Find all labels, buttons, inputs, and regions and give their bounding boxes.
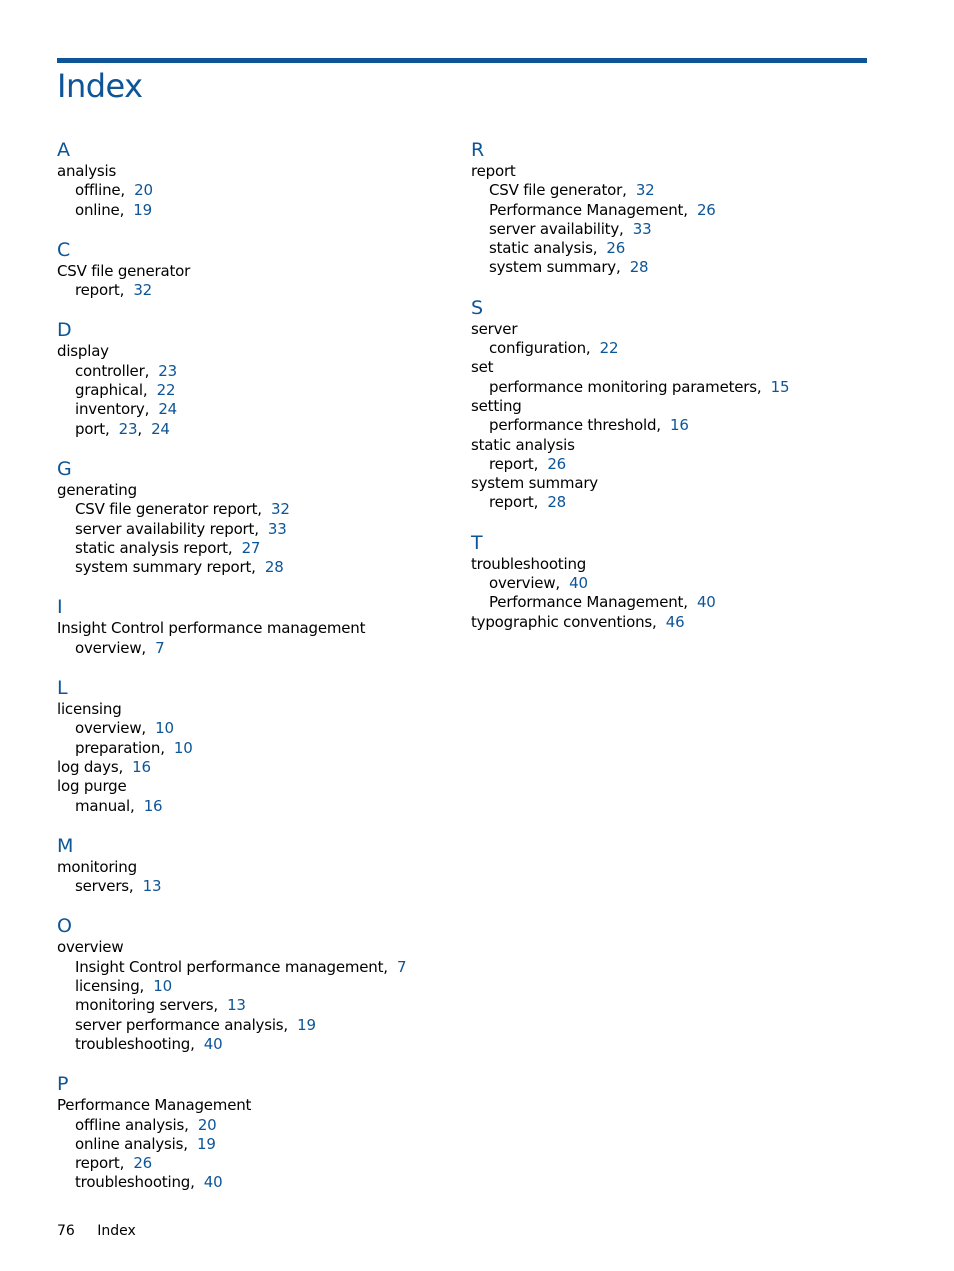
index-entry: typographic conventions, 46 (471, 612, 685, 631)
page-reference-link[interactable]: 28 (264, 558, 284, 577)
index-letter-heading: D (57, 319, 72, 342)
index-group-p (57, 1072, 447, 1192)
index-term: online (75, 200, 120, 219)
index-letter-heading: C (57, 238, 71, 261)
index-term: manual (75, 796, 130, 815)
page-reference-link[interactable]: 40 (203, 1034, 223, 1053)
index-group-d (57, 318, 447, 438)
index-entry: log days, 16 (57, 757, 151, 776)
index-entry (471, 555, 901, 574)
index-column-right (471, 138, 901, 632)
index-subentry: static analysis report, 27 (75, 538, 261, 557)
index-letter-heading: M (57, 834, 74, 857)
index-term: monitoring servers (75, 996, 214, 1015)
index-subentry: port, 23, 24 (75, 419, 170, 438)
page-reference-link[interactable]: 40 (696, 593, 716, 612)
index-term: typographic conventions (471, 612, 653, 631)
index-entry (57, 938, 447, 957)
index-group-l (57, 676, 447, 816)
index-subentry: online analysis, 19 (75, 1134, 216, 1153)
index-term: system summary (471, 474, 598, 493)
header-rule (57, 58, 867, 63)
page-reference-link[interactable]: 13 (142, 877, 162, 896)
index-subentry: online, 19 (75, 200, 152, 219)
index-term: troubleshooting (75, 1173, 191, 1192)
index-term: troubleshooting (471, 554, 587, 573)
index-subentry: troubleshooting, 40 (75, 1034, 223, 1053)
index-subentry: system summary, 28 (489, 258, 649, 277)
index-entry (57, 262, 447, 281)
index-entry (471, 397, 901, 416)
index-group-g (57, 457, 447, 577)
index-term: display (57, 342, 109, 361)
page-reference-link[interactable]: 19 (133, 200, 152, 219)
index-letter-heading: I (57, 596, 63, 619)
page-reference-link[interactable]: 33 (632, 219, 652, 238)
index-term: log days (57, 757, 119, 776)
page-reference-link[interactable]: 32 (635, 181, 655, 200)
index-group-r (471, 138, 901, 278)
index-group-i (57, 595, 447, 658)
index-term: Insight Control performance management (75, 957, 384, 976)
index-entry (57, 162, 447, 181)
page-reference-link[interactable]: 16 (143, 796, 163, 815)
index-subentry: report, 32 (75, 281, 153, 300)
index-term: overview (75, 719, 142, 738)
index-term: system summary report (75, 558, 252, 577)
index-term: offline (75, 181, 121, 200)
index-term: server performance analysis (75, 1015, 284, 1034)
page-title: Index (57, 67, 143, 105)
index-entry (57, 342, 447, 361)
index-subentry: offline, 20 (75, 181, 153, 200)
page-reference-link[interactable]: 15 (770, 377, 790, 396)
page-reference-link[interactable]: 20 (197, 1115, 217, 1134)
index-letter-heading: S (471, 296, 484, 319)
page-reference-link[interactable]: 26 (606, 239, 626, 258)
index-group-t (471, 531, 901, 632)
page-reference-link[interactable]: 28 (629, 258, 649, 277)
index-term: configuration (489, 339, 586, 358)
index-subentry: licensing, 10 (75, 977, 172, 996)
index-term: CSV file generator (57, 261, 191, 280)
page-reference-link[interactable]: 13 (227, 996, 246, 1015)
index-group-o (57, 914, 447, 1054)
index-term: report (489, 454, 534, 473)
index-entry (471, 436, 901, 455)
index-term: servers (75, 877, 129, 896)
index-subentry: overview, 7 (75, 638, 165, 657)
index-term: report (75, 281, 120, 300)
index-term: static analysis report (75, 538, 228, 557)
page-reference-link[interactable]: 19 (196, 1134, 216, 1153)
page-reference-link[interactable]: 32 (271, 500, 290, 519)
index-subentry: controller, 23 (75, 361, 177, 380)
index-letter-heading: G (57, 457, 72, 480)
index-subentry: server availability report, 33 (75, 519, 287, 538)
index-subentry: performance monitoring parameters, 15 (489, 377, 790, 396)
index-subentry: overview, 10 (75, 719, 174, 738)
page-reference-link[interactable]: 23 (118, 419, 138, 438)
index-term: inventory (75, 400, 145, 419)
index-subentry: Performance Management, 40 (489, 593, 716, 612)
index-term: server (471, 319, 518, 338)
page-reference-link[interactable]: 27 (241, 538, 261, 557)
index-entry (57, 481, 447, 500)
index-subentry: report, 26 (75, 1154, 153, 1173)
index-term: report (489, 493, 534, 512)
index-entry (471, 162, 901, 181)
index-term: performance monitoring parameters (489, 377, 757, 396)
footer-section: Index (97, 1223, 136, 1239)
index-term: report (75, 1154, 120, 1173)
page-reference-link[interactable]: 20 (134, 181, 153, 200)
index-term: licensing (75, 977, 140, 996)
index-subentry: system summary report, 28 (75, 558, 284, 577)
index-letter-heading: O (57, 915, 72, 938)
page-reference-link[interactable]: 26 (696, 200, 716, 219)
index-entry (57, 858, 447, 877)
index-term: performance threshold (489, 416, 657, 435)
index-term: Performance Management (489, 593, 684, 612)
index-subentry: report, 26 (489, 454, 567, 473)
index-term: CSV file generator report (75, 500, 258, 519)
page-reference-link[interactable]: 40 (569, 574, 588, 593)
page-reference-link[interactable]: 10 (153, 977, 172, 996)
page-reference-link[interactable]: 7 (397, 957, 407, 976)
index-subentry: servers, 13 (75, 877, 162, 896)
index-term: preparation (75, 738, 161, 757)
index-letter-heading: A (57, 139, 70, 161)
index-entry (57, 777, 447, 796)
index-subentry: troubleshooting, 40 (75, 1173, 223, 1192)
index-subentry: monitoring servers, 13 (75, 996, 246, 1015)
page-reference-link[interactable]: 33 (267, 519, 287, 538)
index-subentry: offline analysis, 20 (75, 1115, 217, 1134)
index-entry (471, 320, 901, 339)
page-reference-link[interactable]: 22 (599, 339, 619, 358)
index-term: online analysis (75, 1134, 184, 1153)
index-subentry: configuration, 22 (489, 339, 619, 358)
index-term: port (75, 419, 105, 438)
index-entry (471, 474, 901, 493)
index-term: offline analysis (75, 1115, 185, 1134)
page-reference-link[interactable]: 24 (158, 400, 177, 419)
page-reference-link[interactable]: 22 (156, 381, 176, 400)
index-entry (471, 358, 901, 377)
index-term: licensing (57, 700, 122, 719)
page-reference-link[interactable]: 16 (132, 757, 151, 776)
index-subentry: CSV file generator report, 32 (75, 500, 290, 519)
index-term: troubleshooting (75, 1034, 191, 1053)
page-reference-link[interactable]: 7 (155, 638, 165, 657)
index-subentry: Performance Management, 26 (489, 200, 716, 219)
index-term: log purge (57, 777, 127, 796)
index-subentry: Insight Control performance management, 7 (75, 957, 407, 976)
index-term: report (471, 162, 516, 180)
index-term: static analysis (489, 239, 593, 258)
index-subentry: server availability, 33 (489, 219, 652, 238)
index-term: set (471, 358, 494, 377)
index-term: generating (57, 480, 137, 499)
index-term: Performance Management (57, 1096, 252, 1115)
index-group-a (57, 138, 447, 220)
index-term: overview (75, 638, 142, 657)
index-term: overview (489, 574, 556, 593)
index-term: monitoring (57, 857, 137, 876)
index-subentry: static analysis, 26 (489, 239, 626, 258)
page-reference-link[interactable]: 46 (665, 612, 685, 631)
index-term: static analysis (471, 435, 575, 454)
page-reference-link[interactable]: 28 (547, 493, 567, 512)
index-term: Performance Management (489, 200, 684, 219)
index-term: overview (57, 938, 124, 957)
page-footer (57, 1222, 136, 1240)
footer-page-number: 76 (57, 1223, 75, 1239)
page-reference-link[interactable]: 16 (670, 416, 689, 435)
page-reference-link[interactable]: 23 (158, 361, 177, 380)
index-term: system summary (489, 258, 616, 277)
index-subentry: graphical, 22 (75, 381, 176, 400)
index-term: graphical (75, 381, 143, 400)
page-reference-link[interactable]: 40 (203, 1173, 223, 1192)
index-subentry: CSV file generator, 32 (489, 181, 655, 200)
page-reference-link[interactable]: 10 (155, 719, 174, 738)
page-reference-link[interactable]: 24 (151, 419, 170, 438)
index-subentry: report, 28 (489, 493, 567, 512)
page-reference-link[interactable]: 26 (547, 454, 567, 473)
index-term: analysis (57, 162, 117, 180)
index-subentry: inventory, 24 (75, 400, 177, 419)
index-term: server availability report (75, 519, 255, 538)
index-subentry: performance threshold, 16 (489, 416, 689, 435)
index-subentry: overview, 40 (489, 574, 588, 593)
index-group-c (57, 238, 447, 301)
index-letter-heading: P (57, 1073, 69, 1096)
index-letter-heading: L (57, 677, 68, 700)
page-reference-link[interactable]: 32 (133, 281, 153, 300)
index-term: server availability (489, 219, 620, 238)
index-subentry: manual, 16 (75, 796, 163, 815)
index-term: controller (75, 361, 145, 380)
page-reference-link[interactable]: 19 (297, 1015, 316, 1034)
index-term: setting (471, 396, 522, 415)
index-entry (57, 700, 447, 719)
index-term: Insight Control performance management (57, 619, 366, 638)
index-subentry: server performance analysis, 19 (75, 1015, 316, 1034)
index-group-s (471, 296, 901, 513)
index-subentry: preparation, 10 (75, 738, 193, 757)
index-group-m (57, 834, 447, 897)
page-reference-link[interactable]: 26 (133, 1154, 153, 1173)
index-entry (57, 619, 447, 638)
index-letter-heading: R (471, 139, 485, 161)
index-column-left (57, 138, 447, 1193)
index-letter-heading: T (471, 531, 483, 554)
index-entry (57, 1096, 447, 1115)
page-reference-link[interactable]: 10 (173, 738, 193, 757)
index-term: CSV file generator (489, 181, 623, 200)
